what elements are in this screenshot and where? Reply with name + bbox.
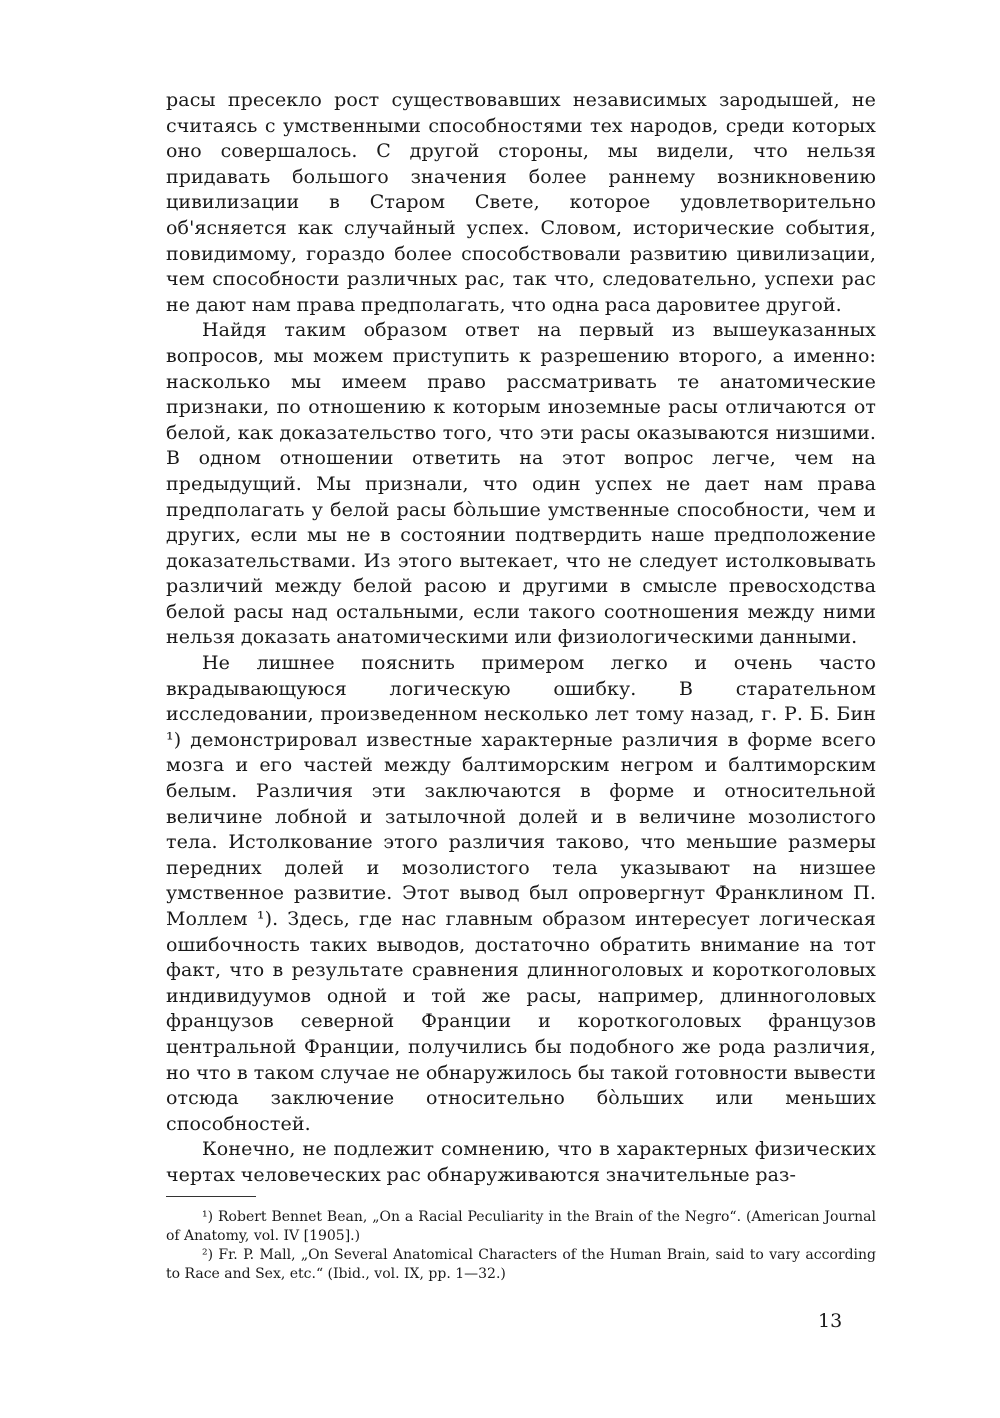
footnote-1: ¹) Robert Bennet Bean, „On a Racial Peculiarity in the Brain of the Negro“. (American Journal of Anatomy, vol. IV [1905].) — [166, 1209, 876, 1244]
paragraph-1: расы пресекло рост существовавших независимых зародышей, не считаясь с умственными способностями тех народов, среди которых оно совершалось. С другой стороны, мы видели, что нельзя придавать большого значения более раннему возникновению цивилизации в Старом Свете, которое удовлетворительно об'ясняется как случайный успех. Словом, исторические события, повидимому, гораздо более способствовали развитию цивилизации, чем способности различных рас, так что, следовательно, успехи рас не дают нам права предполагать, что одна раса даровитее другой. — [166, 89, 876, 316]
paragraph-2: Найдя таким образом ответ на первый из вышеуказанных вопросов, мы можем приступить к разрешению второго, а именно: насколько мы имеем право рассматривать те анатомические признаки, по отношению к которым иноземные расы отличаются от белой, как доказательство того, что эти расы оказываются низшими. В одном отношении ответить на этот вопрос легче, чем на предыдущий. Мы признали, что один успех не дает нам права предполагать у белой расы бо̀льшие умственные способности, чем и других, если мы не в состоянии подтвердить наше предположение доказательствами. Из этого вытекает, что не следует истолковывать различий между белой расою и другими в смысле превосходства белой расы над остальными, если такого соотношения между ними нельзя доказать анатомическими или физиологическими данными. — [166, 319, 876, 649]
footnote-divider — [166, 1196, 256, 1197]
footnote-2: ²) Fr. P. Mall, „On Several Anatomical Characters of the Human Brain, said to vary according to Race and Sex, etc.“ (Ibid., vol. IX, pp. 1—32.) — [166, 1247, 876, 1282]
footnotes — [166, 1208, 876, 1284]
paragraph-3: Не лишнее пояснить примером легко и очень часто вкрадывающуюся логическую ошибку. В старательном исследовании, произведенном несколько лет тому назад, г. Р. Б. Бин ¹) демонстрировал известные характерные различия в форме всего мозга и его частей между балтиморским негром и балтиморским белым. Различия эти заключаются в форме и относительной величине лобной и затылочной долей и в величине мозолистого тела. Истолкование этого различия таково, что меньшие размеры передних долей и мозолистого тела указывают на низшее умственное развитие. Этот вывод был опровергнут Франклином П. Моллем ¹). Здесь, где нас главным образом интересует логическая ошибочность таких выводов, достаточно обратить внимание на тот факт, что в результате сравнения длинноголовых и короткоголовых индивидуумов одной и той же расы, например, длинноголовых французов северной Франции и короткоголовых французов центральной Франции, получились бы подобного же рода различия, но что в таком случае не обнаружилось бы такой готовности вывести отсюда заключение относительно бо̀льших или меньших способностей. — [166, 652, 876, 1135]
page-number: 13 — [818, 1310, 843, 1332]
body-text — [166, 88, 876, 1189]
paragraph-4: Конечно, не подлежит сомнению, что в характерных физических чертах человеческих рас обнаруживаются значительные раз- — [166, 1138, 876, 1186]
